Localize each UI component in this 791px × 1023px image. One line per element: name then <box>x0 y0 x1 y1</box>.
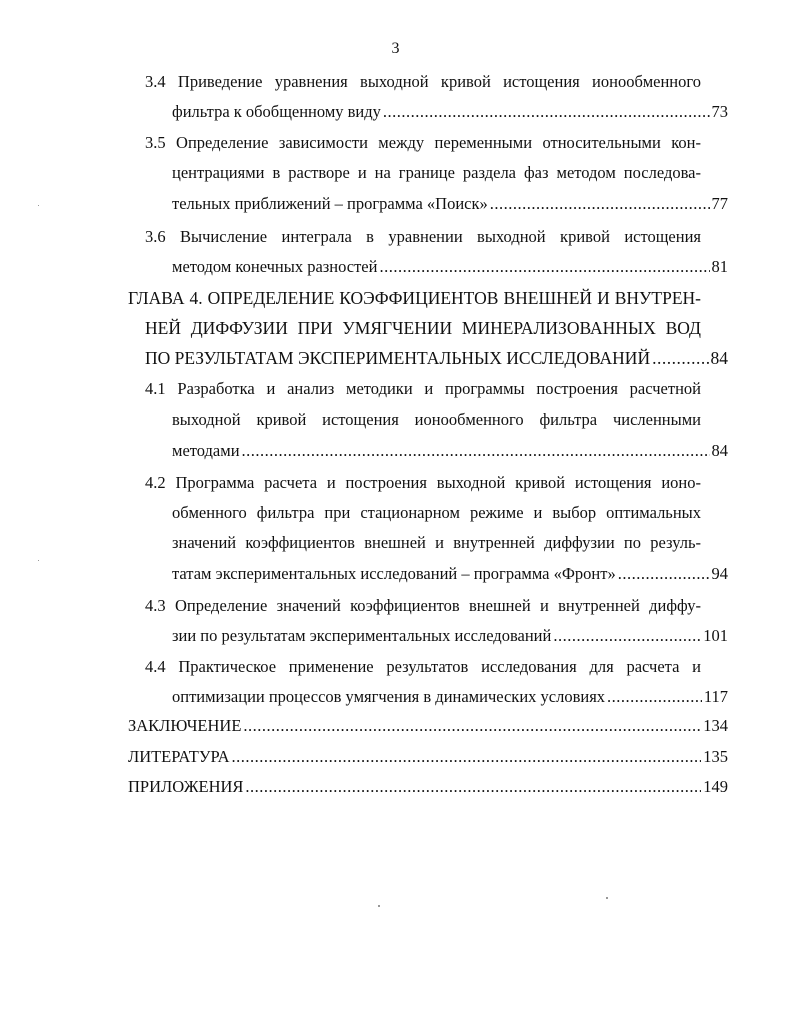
dot-leader <box>242 441 710 461</box>
toc-4-2-line1: 4.2 Программа расчета и построения выходной кривой истощения ионо- <box>145 473 701 492</box>
dot-leader <box>607 687 702 707</box>
dot-leader <box>379 257 709 277</box>
toc-page-number: 134 <box>703 716 728 735</box>
toc-3-6-line1: 3.6 Вычисление интеграла в уравнении выходной кривой истощения <box>145 227 701 246</box>
scan-speck <box>606 897 608 899</box>
toc-page-number: 149 <box>703 777 728 796</box>
toc-3-4-line1: 3.4 Приведение уравнения выходной кривой истощения ионообменного <box>145 72 701 91</box>
dot-leader <box>245 777 701 797</box>
dot-leader <box>232 747 702 767</box>
toc-appendices: ПРИЛОЖЕНИЯ ..... 149 <box>128 777 728 799</box>
toc-4-1-line3: методами ..... 84 <box>172 441 728 463</box>
toc-4-4-line2: оптимизации процессов умягчения в динамических условиях ..... 117 <box>172 687 728 709</box>
toc-3-5-line3: тельных приближений – программа «Поиск» ..... 77 <box>172 194 728 216</box>
toc-conclusion: ЗАКЛЮЧЕНИЕ ..... 134 <box>128 716 728 738</box>
toc-3-4-line2: фильтра к обобщенному виду ..... 73 <box>172 102 728 124</box>
toc-chapter-4-line2: НЕЙ ДИФФУЗИИ ПРИ УМЯГЧЕНИИ МИНЕРАЛИЗОВАННЫХ ВОД <box>145 318 701 338</box>
scan-speck <box>38 560 39 561</box>
toc-4-1-line1: 4.1 Разработка и анализ методики и программы построения расчетной <box>145 379 701 398</box>
dot-leader <box>652 348 708 368</box>
toc-3-5-line2: центрациями в растворе и на границе раздела фаз методом последова- <box>172 163 701 182</box>
toc-page-number: 77 <box>711 194 728 213</box>
toc-4-3-line2: зии по результатам экспериментальных исследований ..... 101 <box>172 626 728 648</box>
toc-page-number: 73 <box>711 102 728 121</box>
dot-leader <box>383 102 710 122</box>
toc-page-number: 81 <box>711 257 728 276</box>
toc-page-number: 101 <box>703 626 728 645</box>
toc-page-number: 117 <box>703 687 728 706</box>
toc-3-6-line2: методом конечных разностей ..... 81 <box>172 257 728 279</box>
toc-4-2-line2: обменного фильтра при стационарном режиме и выбор оптимальных <box>172 503 701 522</box>
toc-4-3-line1: 4.3 Определение значений коэффициентов внешней и внутренней диффу- <box>145 596 701 615</box>
toc-literature: ЛИТЕРАТУРА ..... 135 <box>128 747 728 769</box>
scan-speck <box>378 905 380 907</box>
toc-4-4-line1: 4.4 Практическое применение результатов исследования для расчета и <box>145 657 701 676</box>
toc-chapter-4-line1: ГЛАВА 4. ОПРЕДЕЛЕНИЕ КОЭФФИЦИЕНТОВ ВНЕШНЕЙ И ВНУТРЕН- <box>128 288 701 308</box>
dot-leader <box>553 626 701 646</box>
toc-3-5-line1: 3.5 Определение зависимости между переменными относительными кон- <box>145 133 701 152</box>
toc-4-2-line3: значений коэффициентов внешней и внутренней диффузии по резуль- <box>172 533 701 552</box>
toc-page-number: 135 <box>703 747 728 766</box>
toc-page-number: 94 <box>711 564 728 583</box>
dot-leader <box>490 194 710 214</box>
toc-page-number: 84 <box>710 348 728 368</box>
toc-4-1-line2: выходной кривой истощения ионообменного фильтра численными <box>172 410 701 429</box>
toc-chapter-4-line3: ПО РЕЗУЛЬТАТАМ ЭКСПЕРИМЕНТАЛЬНЫХ ИССЛЕДОВАНИЙ ..... 84 <box>145 348 728 370</box>
dot-leader <box>243 716 701 736</box>
toc-4-2-line4: татам экспериментальных исследований – программа «Фронт» ..... 94 <box>172 564 728 586</box>
toc-page-number: 84 <box>711 441 728 460</box>
page-number: 3 <box>391 40 400 57</box>
scan-speck <box>38 205 39 206</box>
dot-leader <box>618 564 710 584</box>
